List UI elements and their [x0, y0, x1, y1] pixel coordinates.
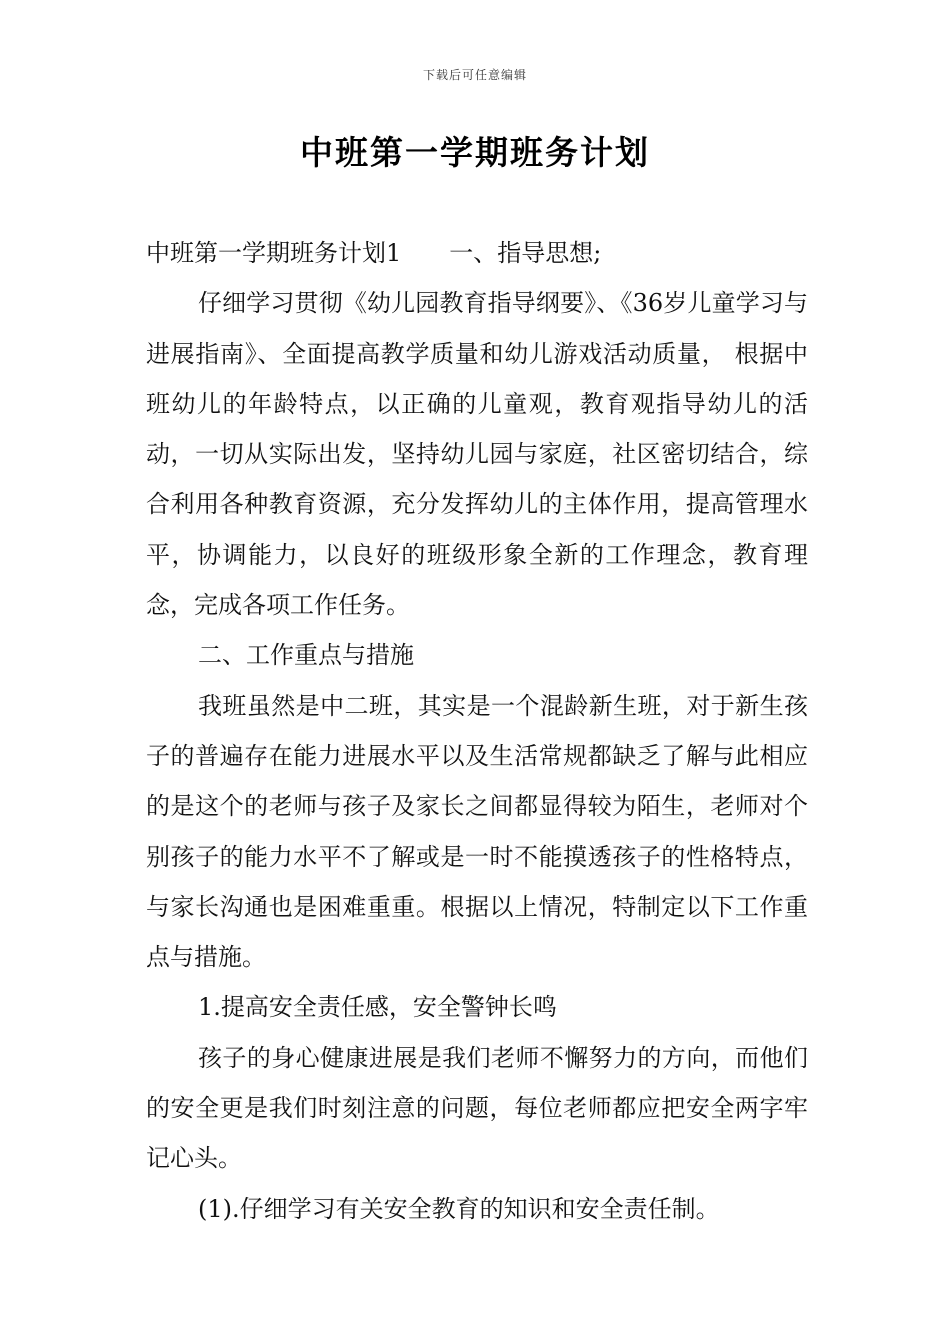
list-item-safety-study: (1).仔细学习有关安全教育的知识和安全责任制。 [198, 1194, 720, 1223]
subheading-safety: 1.提高安全责任感，安全警钟长鸣 [198, 993, 557, 1022]
section-heading-guiding-thought: 一、指导思想; [449, 239, 602, 267]
paragraph-guiding-thought: 仔细学习贯彻《幼儿园教育指导纲要》、《36岁儿童学习与进展指南》、全面提高教学质量和幼儿游戏活动质量， 根据中班幼儿的年龄特点，以正确的儿童观，教育观指导幼儿的活动，一切从实际出发，坚持幼儿园与家庭，社区密切结合，综合利用各种教育资源，充分发挥幼儿的主体作用，提高管理水平，协调能力，以良好的班级形象全新的工作理念，教育理念，完成各项工作任务。 [146, 289, 808, 620]
document-title: 中班第一学期班务计划 [300, 133, 650, 172]
plan-subtitle: 中班第一学期班务计划1 [146, 239, 402, 267]
document-body [146, 228, 808, 1234]
section-heading-focus-measures: 二、工作重点与措施 [198, 641, 414, 670]
header-note: 下载后可任意编辑 [422, 68, 527, 82]
first-line [146, 228, 808, 278]
paragraph-safety: 孩子的身心健康进展是我们老师不懈努力的方向，而他们的安全更是我们时刻注意的问题，每位老师都应把安全两字牢记心头。 [146, 1043, 808, 1173]
paragraph-class-situation: 我班虽然是中二班，其实是一个混龄新生班，对于新生孩子的普遍存在能力进展水平以及生活常规都缺乏了解与此相应的是这个的老师与孩子及家长之间都显得较为陌生，老师对个别孩子的能力水平不了解或是一时不能摸透孩子的性格特点，与家长沟通也是困难重重。根据以上情况，特制定以下工作重点与措施。 [146, 691, 808, 972]
